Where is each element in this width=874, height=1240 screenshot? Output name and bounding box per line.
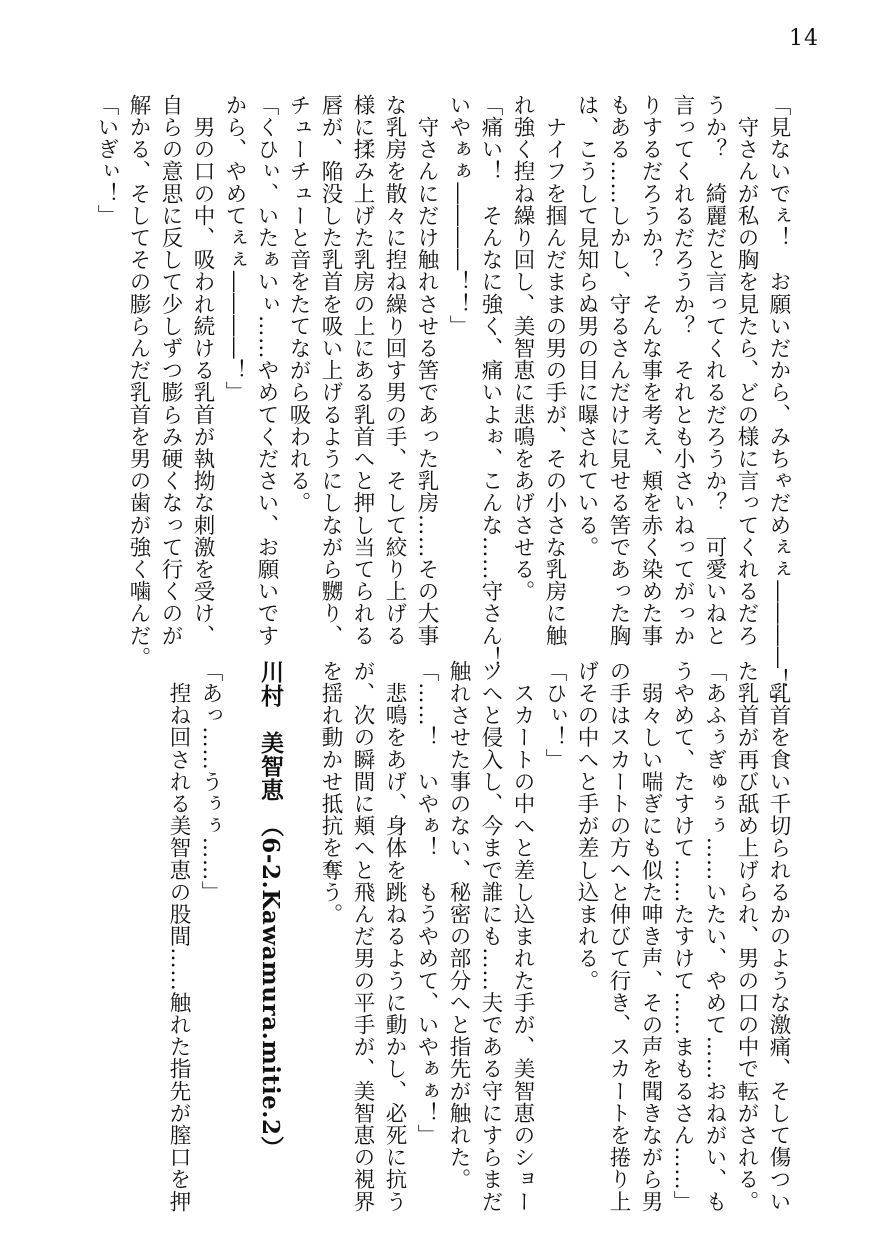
- text-line: 悲鳴をあげ、身体を跳ねるように動かし、必死に抗う: [382, 660, 407, 1213]
- text-line: うか？ 綺麗だと言ってくれるだろうか？ 可愛いねと: [702, 94, 727, 647]
- text-line: な乳房を散々に揑ね繰り回す男の手、そして絞り上げる: [382, 94, 407, 647]
- text-line: が、次の瞬間に頬へと飛んだ男の平手が、美智恵の視界: [350, 660, 375, 1213]
- text-line: 弱々しい喘ぎにも似た呻き声、その声を聞きながら男: [638, 660, 663, 1213]
- text-line: 「いぎぃ！」: [94, 94, 119, 227]
- text-line: 触れさせた事のない、秘密の部分へと指先が触れた。: [446, 660, 471, 1191]
- text-line: 「ひぃ！」: [542, 660, 567, 771]
- text-line: うやめて、たすけて……たすけて……まもるさん……」: [670, 660, 695, 1213]
- text-line: 守さんが私の胸を見たら、どの様に言ってくれるだろ: [734, 94, 759, 647]
- text-line: 言ってくれるだろうか？ それとも小さいねってがっか: [670, 94, 695, 647]
- text-line: を揺れ動かせ抵抗を奪う。: [318, 660, 343, 926]
- text-line: 「見ないでぇ！ お願いだから、みちゃだめぇぇ――――！」: [766, 94, 791, 713]
- text-line: チューチューと音をたてながら吸われる。: [286, 94, 311, 514]
- text-line: ナイフを掴んだままの男の手が、その小さな乳房に触: [542, 94, 567, 647]
- text-line: 男の口の中、吸われ続ける乳首が執拗な刺激を受け、: [190, 94, 215, 647]
- text-line: 「痛い！ そんなに強く、痛いよぉ、こんな……守さん！: [478, 94, 503, 669]
- text-line: 「くひぃ、いたぁいぃ……やめてください、お願いです: [254, 94, 279, 647]
- section-heading: 川村 美智恵 （6-2.Kawamura.mitie.2）: [257, 660, 284, 1160]
- text-line: は、こうして見知らぬ男の目に曝されている。: [574, 94, 599, 559]
- text-line: いやぁぁ――――！！」: [446, 94, 471, 338]
- lower-text-block: [74, 660, 794, 1213]
- text-line: の手はスカートの方へと伸びて行き、スカートを捲り上: [606, 660, 631, 1213]
- text-line: れ強く揑ね繰り回し、美智恵に悲鳴をあげさせる。: [510, 94, 535, 603]
- text-line: 「あふぅぎゅぅぅ……いたい、やめて……おねがい、も: [702, 660, 727, 1213]
- text-line: もある……しかし、守るさんだけに見せる筈であった胸: [606, 94, 631, 647]
- text-line: 乳首を食い千切られるかのような激痛、そして傷つい: [766, 660, 791, 1213]
- text-line: 揑ね回される美智恵の股間……触れた指先が膣口を押: [166, 660, 191, 1213]
- text-line: 守さんにだけ触れさせる筈であった乳房……その大事: [414, 94, 439, 647]
- text-line: から、やめてぇぇ――――！」: [222, 94, 247, 404]
- upper-text-block: [94, 94, 794, 713]
- text-line: 様に揉み上げた乳房の上にある乳首へと押し当てられる: [350, 94, 375, 647]
- text-line: げその中へと手が差し込まれる。: [574, 660, 599, 992]
- text-line: スカートの中へと差し込まれた手が、美智恵のショー: [510, 660, 535, 1213]
- text-line: 自らの意思に反して少しずつ膨らみ硬くなって行くのが: [158, 94, 183, 647]
- text-line: ツへと侵入し、今まで誰にも……夫である守にすらまだ: [478, 660, 503, 1213]
- text-line: りするだろうか？ そんな事を考え、頬を赤く染めた事: [638, 94, 663, 647]
- text-line: 「……！ いやぁ！ もうやめて、いやぁぁ！」: [414, 660, 439, 1147]
- text-line: 唇が、陥没した乳首を吸い上げるようにしながら嬲り、: [318, 94, 343, 647]
- text-line: 「あっ……うぅぅ……」: [198, 660, 223, 904]
- page-number: 14: [789, 26, 819, 51]
- text-line: 解かる、そしてその膨らんだ乳首を男の歯が強く噛んだ。: [126, 94, 151, 669]
- text-line: た乳首が再び舐め上げられ、男の口の中で転がされる。: [734, 660, 759, 1213]
